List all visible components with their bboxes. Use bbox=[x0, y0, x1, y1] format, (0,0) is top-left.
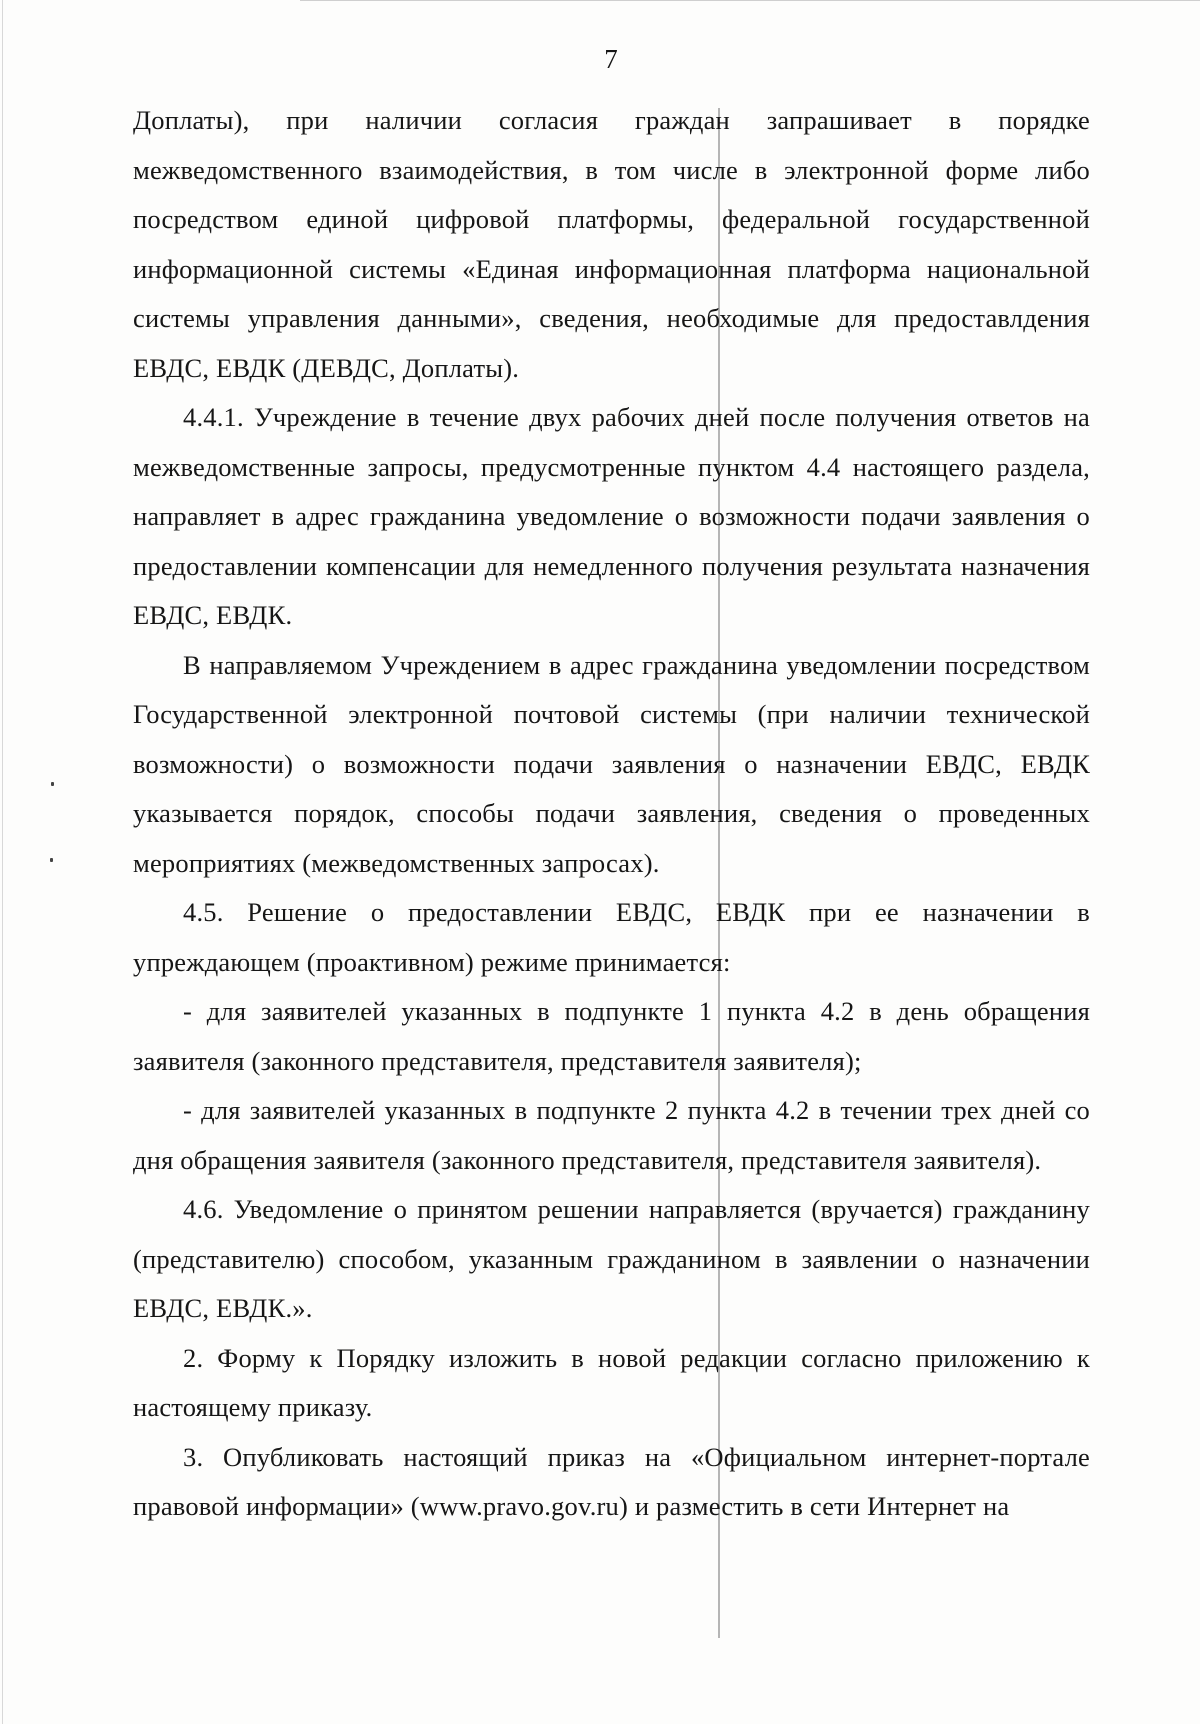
paragraph: 4.6. Уведомление о принятом решении направляется (вручается) гражданину (представителю) способом, указанным гражданином в заявлении о назначении ЕВДС, ЕВДК.». bbox=[133, 1194, 1090, 1323]
paragraph: Доплаты), при наличии согласия граждан запрашивает в порядке межведомственного взаимодействия, в том числе в электронной форме либо посредством единой цифровой платформы, федеральной государственной информационной системы «Единая информационная платформа национальной системы управления данными», сведения, необходимые для предоставлдения ЕВДС, ЕВДК (ДЕВДС, Доплаты). bbox=[133, 105, 1090, 383]
paragraph: 4.5. Решение о предоставлении ЕВДС, ЕВДК при ее назначении в упреждающем (проактивном) режиме принимается: bbox=[133, 897, 1090, 977]
scan-speck bbox=[50, 858, 53, 862]
paragraph: - для заявителей указанных в подпункте 2 пункта 4.2 в течении трех дней со дня обращения заявителя (законного представителя, представителя заявителя). bbox=[133, 1095, 1090, 1175]
paragraph: В направляемом Учреждением в адрес гражданина уведомлении посредством Государственной электронной почтовой системы (при наличии технической возможности) о возможности подачи заявления о назначении ЕВДС, ЕВДК указывается порядок, способы подачи заявления, сведения о проведенных мероприятиях (межведомственных запросах). bbox=[133, 649, 1090, 878]
scan-speck bbox=[51, 782, 54, 786]
scan-edge-top bbox=[300, 0, 1200, 1]
paragraph: 2. Форму к Порядку изложить в новой редакции согласно приложению к настоящему приказу. bbox=[133, 1342, 1090, 1422]
scan-edge-left bbox=[2, 0, 3, 1724]
paragraph: - для заявителей указанных в подпункте 1 пункта 4.2 в день обращения заявителя (законного представителя, представителя заявителя); bbox=[133, 996, 1090, 1076]
document-body bbox=[133, 96, 1090, 1532]
paragraph: 3. Опубликовать настоящий приказ на «Официальном интернет-портале правовой информации» (www.pravo.gov.ru) и разместить в сети Интернет на bbox=[133, 1441, 1090, 1521]
page-number: 7 bbox=[604, 44, 618, 74]
paragraph: 4.4.1. Учреждение в течение двух рабочих дней после получения ответов на межведомственные запросы, предусмотренные пунктом 4.4 настоящего раздела, направляет в адрес гражданина уведомление о возможности подачи заявления о предоставлении компенсации для немедленного получения результата назначения ЕВДС, ЕВДК. bbox=[133, 402, 1090, 630]
